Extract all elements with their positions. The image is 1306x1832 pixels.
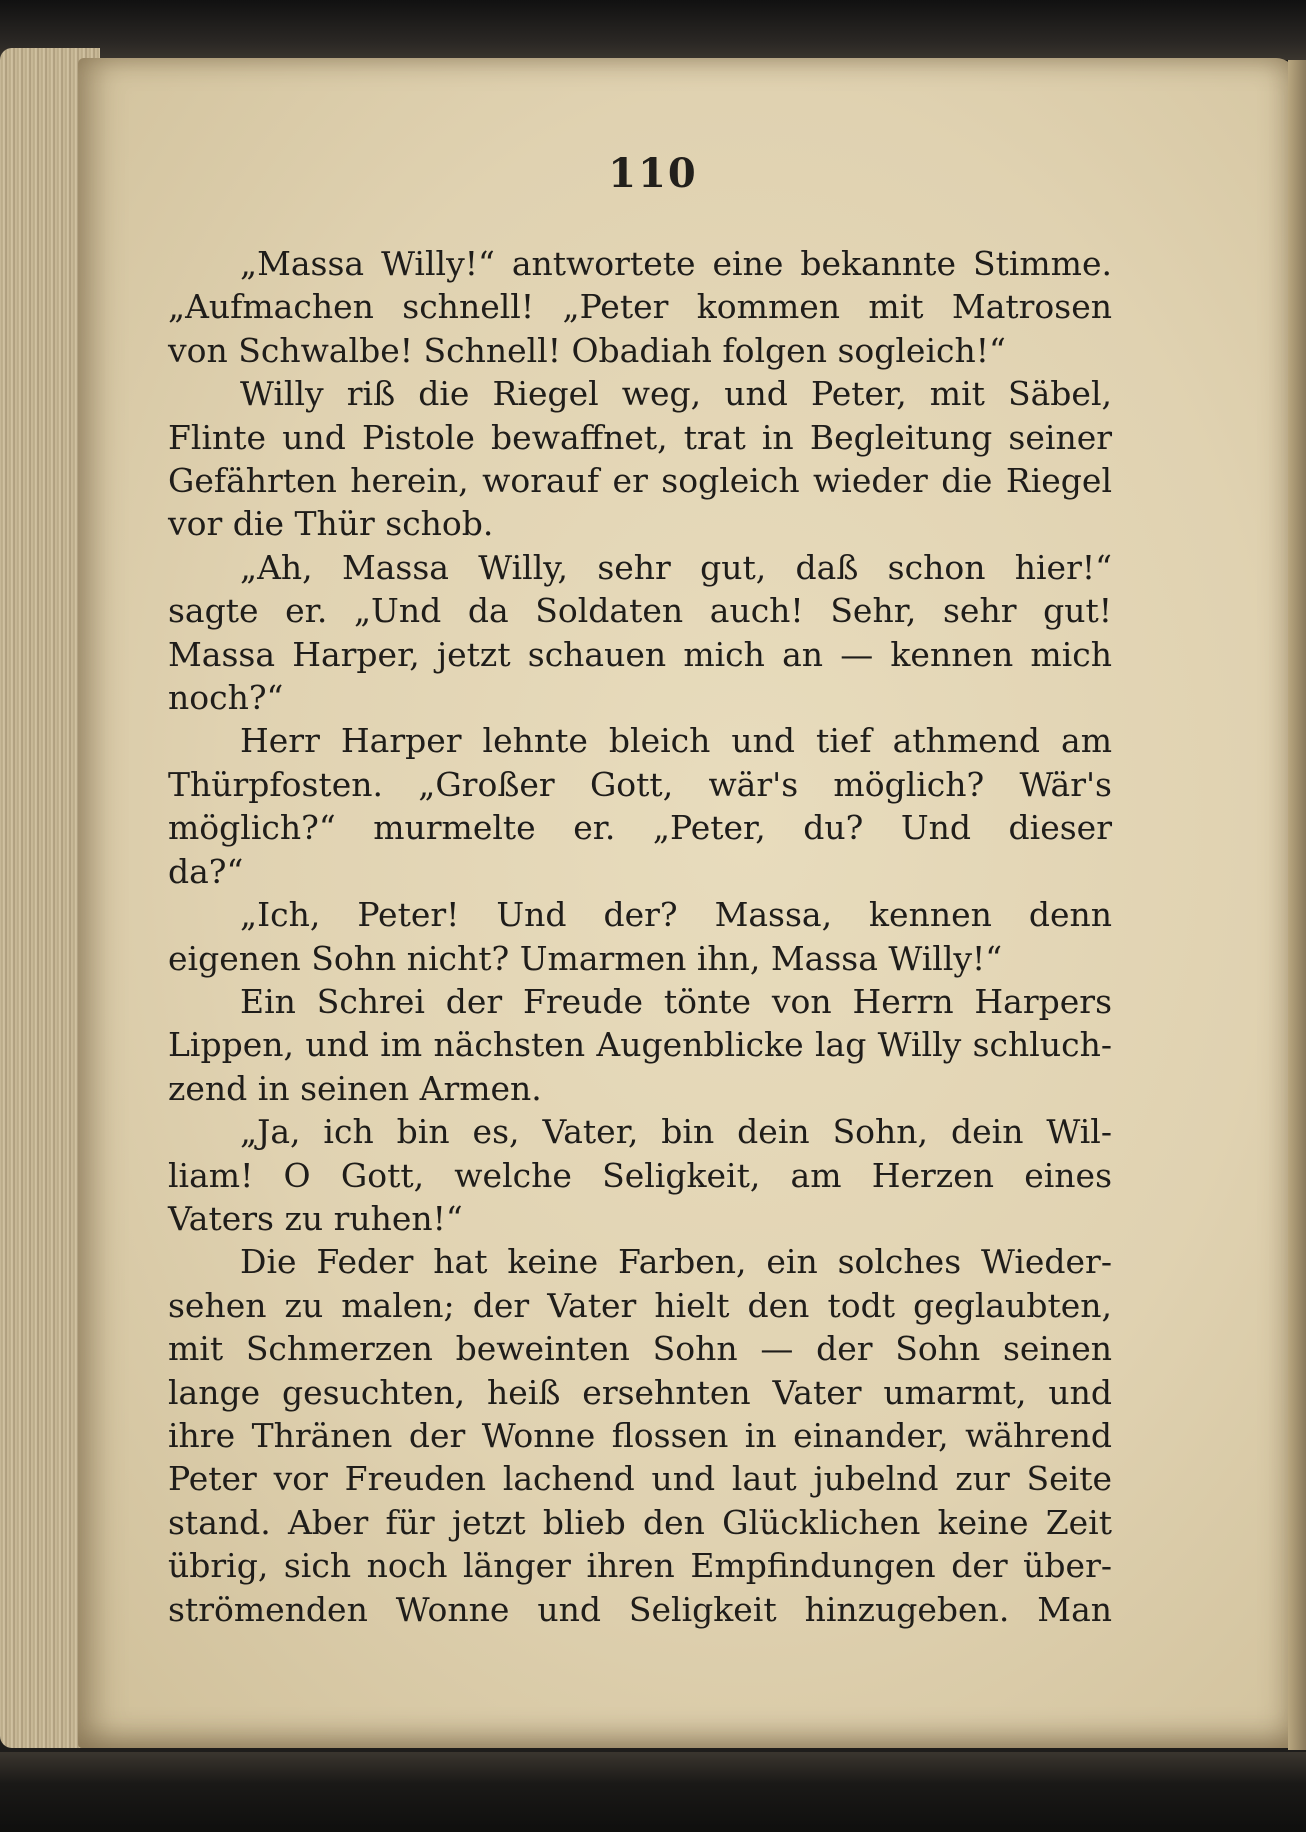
text-line: eigenen Sohn nicht? Umarmen ihn, Massa Willy!“	[168, 938, 1003, 978]
text-line: zend in seinen Armen.	[168, 1068, 542, 1108]
page-number: 110	[608, 150, 698, 197]
text-line: strömenden Wonne und Seligkeit hinzugeben. Man	[168, 1589, 1112, 1629]
text-line: Flinte und Pistole bewaffnet, trat in Begleitung seiner	[168, 417, 1112, 457]
text-line: Vaters zu ruhen!“	[168, 1198, 463, 1238]
text-line: sagte er. „Und da Soldaten auch! Sehr, sehr gut!	[168, 591, 1112, 631]
text-line: Ein Schrei der Freude tönte von Herrn Harpers	[240, 981, 1112, 1021]
page-text	[168, 242, 1112, 1631]
text-line: Thürpfosten. „Großer Gott, wär's möglich? Wär's	[168, 764, 1112, 804]
text-line: Die Feder hat keine Farben, ein solches Wieder-	[240, 1242, 1112, 1282]
text-line: lange gesuchten, heiß ersehnten Vater umarmt, und	[168, 1372, 1112, 1412]
text-line: mit Schmerzen beweinten Sohn — der Sohn seinen	[168, 1329, 1112, 1369]
text-line: „Ja, ich bin es, Vater, bin dein Sohn, dein Wil-	[240, 1112, 1112, 1152]
text-line: da?“	[168, 851, 244, 891]
text-line: vor die Thür schob.	[168, 504, 494, 544]
text-line: noch?“	[168, 678, 284, 718]
text-line: von Schwalbe! Schnell! Obadiah folgen sogleich!“	[168, 330, 1006, 370]
page-right-edge	[1288, 60, 1306, 1750]
text-line: Peter vor Freuden lachend und laut jubelnd zur Seite	[168, 1459, 1112, 1499]
text-line: sehen zu malen; der Vater hielt den todt geglaubten,	[168, 1285, 1112, 1325]
text-line: liam! O Gott, welche Seligkeit, am Herzen eines	[168, 1155, 1112, 1195]
text-line: Willy riß die Riegel weg, und Peter, mit Säbel,	[240, 374, 1112, 414]
text-line: Herr Harper lehnte bleich und tief athmend am	[240, 721, 1112, 761]
book-cover-bottom	[0, 1752, 1306, 1832]
text-line: Gefährten herein, worauf er sogleich wieder die Riegel	[168, 461, 1112, 501]
text-line: „Ah, Massa Willy, sehr gut, daß schon hier!“	[240, 547, 1112, 587]
text-line: übrig, sich noch länger ihren Empfindungen der über-	[168, 1546, 1112, 1586]
text-line: „Aufmachen schnell! „Peter kommen mit Matrosen	[168, 287, 1112, 327]
text-line: möglich?“ murmelte er. „Peter, du? Und dieser	[168, 808, 1112, 848]
text-line: „Ich, Peter! Und der? Massa, kennen denn	[240, 895, 1112, 935]
text-line: ihre Thränen der Wonne flossen in einander, während	[168, 1415, 1112, 1455]
text-line: Massa Harper, jetzt schauen mich an — kennen mich	[168, 634, 1112, 674]
book-cover-top	[0, 0, 1306, 60]
text-line: stand. Aber für jetzt blieb den Glücklichen keine Zeit	[168, 1502, 1112, 1542]
text-line: Lippen, und im nächsten Augenblicke lag Willy schluch-	[168, 1025, 1112, 1065]
text-line: „Massa Willy!“ antwortete eine bekannte Stimme.	[240, 244, 1112, 283]
